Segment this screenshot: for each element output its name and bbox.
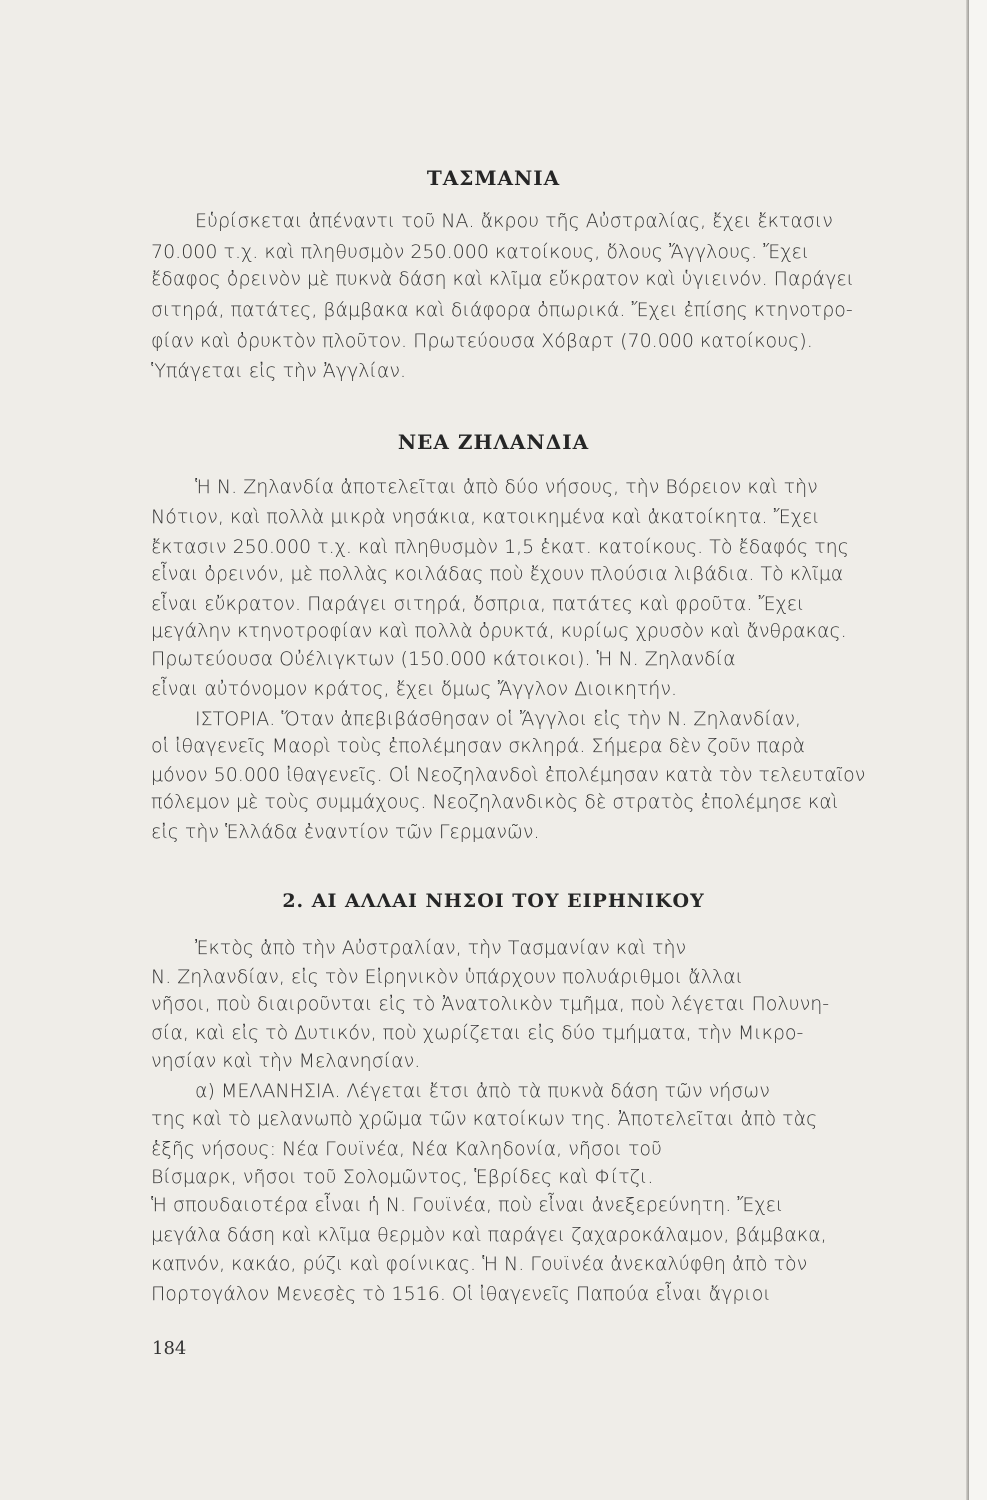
text-line: Βίσμαρκ, νῆσοι τοῦ Σολομῶντος, Ἑβρίδες καὶ Φίτζι. [151,1166,654,1188]
heading-tasmania: ΤΑΣΜΑΝΙΑ [426,166,561,190]
text-line: οἱ ἰθαγενεῖς Μαορὶ τοὺς ἐπολέμησαν σκληρά. Σήμερα δὲν ζοῦν παρὰ [151,735,806,757]
text-line: Νότιον, καὶ πολλὰ μικρὰ νησάκια, κατοικημένα καὶ ἀκατοίκητα. Ἔχει [151,506,820,528]
page-margin [969,0,987,1500]
heading-other-pacific-islands: 2. ΑΙ ΑΛΛΑΙ ΝΗΣΟΙ ΤΟΥ ΕΙΡΗΝΙΚΟΥ [282,890,705,912]
text-line: Ἡ σπουδαιοτέρα εἶναι ἡ Ν. Γουϊνέα, ποὺ εἶναι ἀνεξερεύνητη. Ἔχει [151,1194,784,1216]
text-line: ἔκτασιν 250.000 τ.χ. καὶ πληθυσμὸν 1,5 ἑκατ. κατοίκους. Τὸ ἔδαφός της [151,536,849,558]
text-line: 70.000 τ.χ. καὶ πληθυσμὸν 250.000 κατοίκους, ὅλους Ἄγγλους. Ἔχει [151,241,810,263]
text-line: ΙΣΤΟΡΙΑ. Ὅταν ἀπεβιβάσθησαν οἱ Ἄγγλοι εἰς τὴν Ν. Ζηλανδίαν, [195,708,802,730]
text-line: πόλεμον μὲ τοὺς συμμάχους. Νεοζηλανδικὸς δὲ στρατὸς ἐπολέμησε καὶ [151,791,839,813]
text-line: νῆσοι, ποὺ διαιροῦνται εἰς τὸ Ἀνατολικὸν τμῆμα, ποὺ λέγεται Πολυνη- [151,993,830,1015]
text-line: καπνόν, κακάο, ρύζι καὶ φοίνικας. Ἡ Ν. Γουϊνέα ἀνεκαλύφθη ἀπὸ τὸν [151,1253,808,1275]
text-line: Ὑπάγεται εἰς τὴν Ἀγγλίαν. [151,360,407,382]
text-line: μεγάλα δάση καὶ κλῖμα θερμὸν καὶ παράγει ζαχαροκάλαμον, βάμβακα, [151,1224,827,1246]
text-line: Ἡ Ν. Ζηλανδία ἀποτελεῖται ἀπὸ δύο νήσους, τὴν Βόρειον καὶ τὴν [195,476,818,498]
text-line: Πορτογάλον Μενεσὲς τὸ 1516. Οἱ ἰθαγενεῖς Παπούα εἶναι ἄγριοι [151,1283,771,1305]
text-line: μεγάλην κτηνοτροφίαν καὶ πολλὰ ὀρυκτά, κυρίως χρυσὸν καὶ ἄνθρακας. [151,620,847,642]
text-line: ἔδαφος ὀρεινὸν μὲ πυκνὰ δάση καὶ κλῖμα εὔκρατον καὶ ὑγιεινόν. Παράγει [151,268,854,290]
text-line: Πρωτεύουσα Οὐέλιγκτων (150.000 κάτοικοι). Ἡ Ν. Ζηλανδία [151,648,736,670]
text-line: σιτηρά, πατάτες, βάμβακα καὶ διάφορα ὀπωρικά. Ἔχει ἐπίσης κτηνοτρο- [151,299,853,321]
text-line: α) ΜΕΛΑΝΗΣΙΑ. Λέγεται ἔτσι ἀπὸ τὰ πυκνὰ δάση τῶν νήσων [195,1080,770,1102]
text-line: Ἐκτὸς ἀπὸ τὴν Αὐστραλίαν, τὴν Τασμανίαν καὶ τὴν [195,937,687,959]
text-line: της καὶ τὸ μελανωπὸ χρῶμα τῶν κατοίκων της. Ἀποτελεῖται ἀπὸ τὰς [151,1108,818,1130]
text-line: φίαν καὶ ὀρυκτὸν πλοῦτον. Πρωτεύουσα Χόβαρτ (70.000 κατοίκους). [151,330,813,352]
text-line: Εὑρίσκεται ἀπέναντι τοῦ ΝΑ. ἄκρου τῆς Αὐστραλίας, ἔχει ἔκτασιν [195,210,833,232]
text-line: εἶναι εὔκρατον. Παράγει σιτηρά, ὄσπρια, πατάτες καὶ φροῦτα. Ἔχει [151,593,805,615]
text-line: Ν. Ζηλανδίαν, εἰς τὸν Εἰρηνικὸν ὑπάρχουν πολυάριθμοι ἄλλαι [151,966,744,988]
text-line: εἶναι αὐτόνομον κράτος, ἔχει ὅμως Ἄγγλον Διοικητήν. [151,678,677,700]
text-line: εἰς τὴν Ἑλλάδα ἐναντίον τῶν Γερμανῶν. [151,821,540,843]
text-line: μόνον 50.000 ἰθαγενεῖς. Οἱ Νεοζηλανδοὶ ἐπολέμησαν κατὰ τὸν τελευταῖον [151,764,866,786]
text-line: εἶναι ὀρεινόν, μὲ πολλὰς κοιλάδας ποὺ ἔχουν πλούσια λιβάδια. Τὸ κλῖμα [151,563,844,585]
heading-new-zealand: ΝΕΑ ΖΗΛΑΝΔΙΑ [397,430,590,454]
page-edge [966,0,969,1500]
page-number: 184 [152,1338,187,1359]
text-line: ἑξῆς νήσους: Νέα Γουϊνέα, Νέα Καληδονία, νῆσοι τοῦ [151,1138,663,1160]
text-line: σία, καὶ εἰς τὸ Δυτικόν, ποὺ χωρίζεται εἰς δύο τμήματα, τὴν Μικρο- [151,1022,804,1044]
text-line: νησίαν καὶ τὴν Μελανησίαν. [151,1050,421,1072]
